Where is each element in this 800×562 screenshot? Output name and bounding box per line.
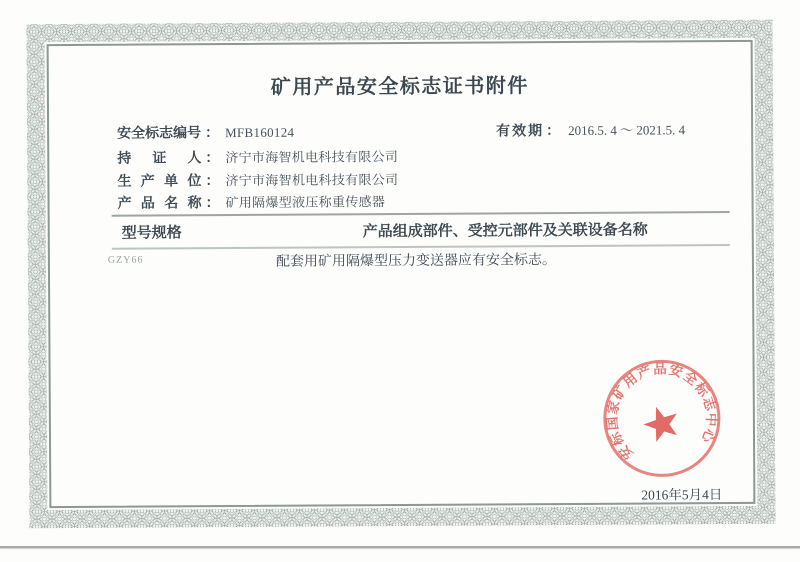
field-row-certificate-holder	[117, 146, 398, 168]
field-value: MFB160124	[225, 124, 295, 141]
components-column-header: 产品组成部件、受控元部件及关联设备名称	[362, 222, 648, 241]
table-row-model-value: GZY66	[107, 254, 144, 266]
field-colon: ：	[205, 174, 220, 190]
validity-value: 2016.5. 4 ～ 2021.5. 4	[568, 122, 686, 138]
field-value: 济宁市海智机电科技有限公司	[225, 172, 399, 189]
validity-period	[496, 119, 685, 140]
seal-star-icon	[639, 401, 683, 444]
field-colon: ：	[205, 151, 220, 167]
official-seal	[600, 356, 725, 481]
validity-label: 有效期	[496, 124, 545, 140]
field-row-manufacturer	[117, 169, 398, 191]
field-colon: ：	[546, 124, 561, 140]
field-row-product-name	[117, 191, 385, 213]
field-value: 矿用隔爆型液压称重传感器	[225, 194, 386, 211]
model-column-header: 型号规格	[121, 225, 182, 242]
field-colon: ：	[205, 126, 220, 142]
seal-text: 安标国家矿用产品安全标志中心	[604, 361, 720, 463]
certificate-title: 矿用产品安全标志证书附件	[270, 75, 529, 99]
field-row-safety-mark-number	[117, 122, 294, 143]
issue-date: 2016年5月4日	[641, 487, 723, 503]
field-colon: ：	[205, 196, 220, 212]
table-row-components-value: 配套用矿用隔爆型压力变送器应有安全标志。	[275, 253, 556, 270]
field-label: 生产单位	[117, 174, 202, 190]
paper-edge-shadow	[0, 546, 800, 548]
field-value: 济宁市海智机电科技有限公司	[225, 149, 399, 166]
field-label: 持证人	[117, 151, 202, 167]
certificate-body	[26, 20, 775, 529]
field-label: 产品名称	[117, 196, 202, 212]
field-label: 安全标志编号	[117, 126, 202, 142]
